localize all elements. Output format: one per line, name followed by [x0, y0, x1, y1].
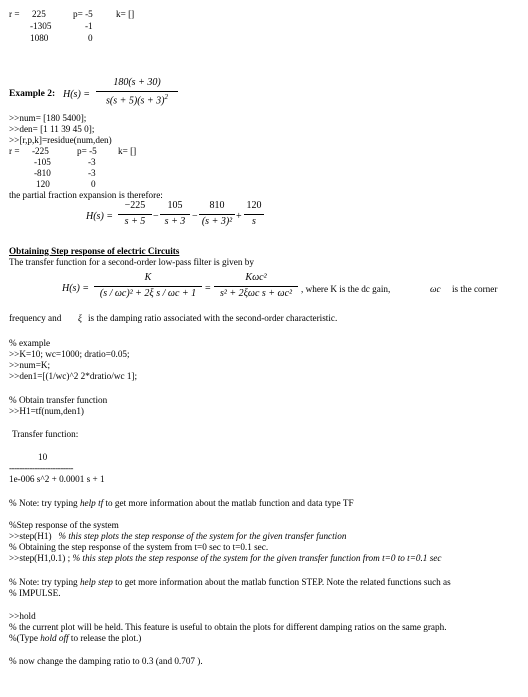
code-line: >>num=K;	[9, 360, 51, 370]
equals-sign: =	[205, 283, 211, 294]
note-text: to get more information about the matlab function and data type TF	[103, 498, 354, 508]
tf-output-denominator: 1e-006 s^2 + 0.0001 s + 1	[9, 474, 105, 484]
k-label: k= []	[116, 9, 135, 19]
r-value: -105	[34, 157, 51, 167]
intro-text: The transfer function for a second-order low-pass filter is given by	[9, 257, 254, 267]
body-text: frequency and	[9, 313, 62, 323]
comment-command: hold off	[40, 633, 69, 643]
code-line: >>K=10; wc=1000; dratio=0.05;	[9, 349, 130, 359]
p-label: p= -5	[77, 146, 97, 156]
fraction-bar	[199, 214, 235, 215]
fraction-bar	[94, 286, 202, 287]
body-text: is the damping ratio associated with the second-order characteristic.	[88, 313, 338, 323]
command-line: >>den= [1 11 39 45 0];	[9, 124, 95, 134]
term-denominator: s + 5	[124, 215, 146, 227]
term-denominator: s + 3	[164, 215, 186, 227]
fraction-numerator: K	[144, 272, 152, 283]
comment-line: % Obtaining the step response of the system from t=0 sec to t=0.1 sec.	[9, 542, 269, 552]
fraction-bar	[160, 214, 190, 215]
note-help-step	[9, 577, 451, 589]
r-value: 1080	[30, 33, 49, 43]
note-text: % Note: try typing	[9, 577, 80, 587]
denominator-text: s(s + 5)(s + 3)	[106, 94, 165, 106]
tf-output-numerator: 10	[38, 452, 48, 462]
note-text: to get more information about the matlab function STEP. Note the related functions such as	[112, 577, 451, 587]
term-numerator: −225	[124, 200, 146, 211]
command-line: >>num= [180 5400];	[9, 113, 87, 123]
pfe-term	[160, 200, 190, 228]
term-operator: +	[236, 211, 242, 222]
term-operator: −	[153, 211, 159, 222]
term-denominator: s	[252, 215, 256, 227]
fraction-denominator	[96, 93, 178, 108]
equation-lhs: H(s) =	[62, 283, 90, 294]
r-value: -225	[32, 146, 49, 156]
fraction-bar	[244, 214, 264, 215]
tf-output-label: Transfer function:	[12, 429, 79, 439]
r-label: r =	[9, 146, 20, 156]
fraction-denominator: (s / ωc)² + 2ξ s / ωc + 1	[99, 287, 197, 299]
pfe-term	[199, 200, 235, 228]
note-command: help step	[79, 577, 113, 587]
r-value: 120	[36, 179, 50, 189]
comment-line: %Step response of the system	[9, 520, 119, 530]
fraction-numerator: 180(s + 30)	[113, 77, 161, 88]
fraction-bar	[118, 214, 152, 215]
term-numerator: 810	[209, 200, 225, 211]
p-value: 0	[91, 179, 96, 189]
tf-fraction-1	[94, 272, 202, 300]
p-value: 0	[88, 33, 93, 43]
term-operator: −	[192, 211, 198, 222]
note-text: % Note: try typing	[9, 498, 80, 508]
tf-output-dashes: -------------------------	[9, 463, 73, 473]
code-line: >>hold	[9, 611, 36, 621]
final-comment: % now change the damping ratio to 0.3 (and 0.707 ).	[9, 656, 203, 666]
fraction-bar	[214, 286, 298, 287]
denominator-exponent: 2	[164, 92, 168, 101]
pfe-term	[118, 200, 152, 228]
eq-note: is the corner	[452, 284, 498, 294]
code-line: >>H1=tf(num,den1)	[9, 406, 84, 416]
r-value: 225	[32, 9, 46, 19]
code-text: >>step(H1,0.1) ;	[9, 553, 71, 563]
section-heading: Obtaining Step response of electric Circuits	[9, 246, 180, 256]
r-value: -810	[34, 168, 51, 178]
r-label: r =	[9, 9, 20, 19]
fraction-bar	[96, 91, 178, 92]
r-value: -1305	[30, 21, 52, 31]
step-command-line	[9, 553, 441, 565]
p-value: -1	[85, 21, 93, 31]
k-label: k= []	[118, 146, 137, 156]
comment-text: % this step plots the step response of the system for the given transfer function from t=0 to t=0.1 sec	[72, 553, 442, 563]
equation-lhs: H(s) =	[63, 89, 91, 100]
omega-symbol: ωc	[430, 284, 441, 294]
note-line: % IMPULSE.	[9, 588, 61, 598]
p-label: p= -5	[73, 9, 93, 19]
comment-text: % this step plots the step response of the system for the given transfer function	[58, 531, 347, 541]
comment-text: to release the plot.)	[68, 633, 142, 643]
code-line: >>den1=[(1/wc)^2 2*dratio/wc 1];	[9, 371, 138, 381]
fraction-denominator: s² + 2ξωc s + ωc²	[219, 287, 293, 299]
xi-symbol: ξ	[78, 313, 82, 323]
p-value: -3	[88, 168, 96, 178]
tf-fraction-2	[214, 272, 298, 300]
code-text: >>step(H1)	[9, 531, 52, 541]
note-command: help tf	[79, 498, 104, 508]
term-numerator: 120	[246, 200, 262, 211]
fraction-numerator: Kωc²	[245, 272, 267, 283]
comment-text: %(Type	[9, 633, 41, 643]
code-line: % example	[9, 338, 51, 348]
example-label: Example 2:	[9, 89, 56, 99]
comment-line	[9, 633, 141, 645]
term-numerator: 105	[167, 200, 183, 211]
command-line: >>[r,p,k]=residue(num,den)	[9, 135, 112, 145]
step-command-line	[9, 531, 346, 543]
code-line: % Obtain transfer function	[9, 395, 108, 405]
example2-fraction	[96, 77, 178, 107]
pfe-term	[244, 200, 264, 228]
term-denominator: (s + 3)²	[201, 215, 233, 227]
pfe-lhs: H(s) =	[86, 211, 114, 222]
comment-line: % the current plot will be held. This feature is useful to obtain the plots for different damping ratios on the same graph.	[9, 622, 447, 632]
note-help-tf	[9, 498, 354, 510]
pfe-text: the partial fraction expansion is therefore:	[9, 190, 163, 200]
p-value: -3	[88, 157, 96, 167]
eq-note: , where K is the dc gain,	[301, 284, 391, 294]
